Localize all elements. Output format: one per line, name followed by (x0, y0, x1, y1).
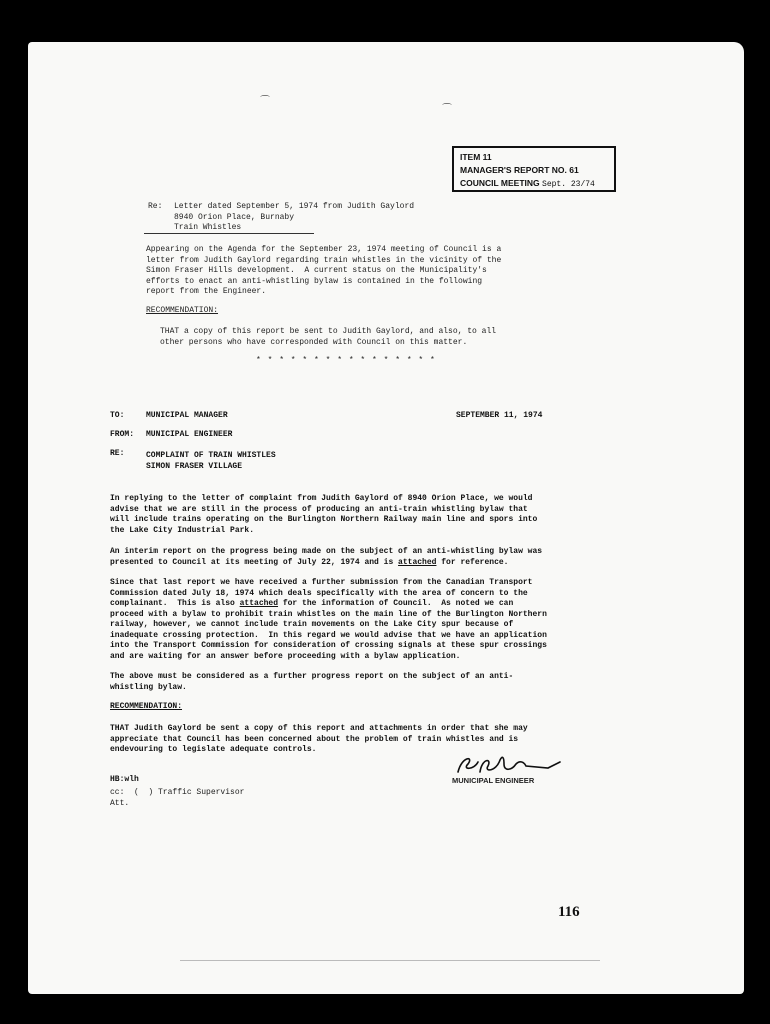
item-number: ITEM 11 (460, 152, 492, 162)
text-line: into the Transport Commission for consideration of crossing signals at these spur crossings (110, 641, 547, 650)
to-value: MUNICIPAL MANAGER (146, 411, 228, 420)
council-meeting-label: COUNCIL MEETING (460, 178, 540, 188)
scan-mark: ⌒ (442, 104, 452, 115)
text-line (110, 558, 508, 569)
text-line: railway, however, we cannot include train movements on the Lake City spur because of (110, 620, 514, 629)
managers-report-number: MANAGER'S REPORT NO. 61 (460, 165, 579, 175)
re-label: Re: (148, 202, 163, 211)
star-divider: * * * * * * * * * * * * * * * * (256, 356, 436, 365)
text-segment: for the information of Council. As noted we can (278, 599, 514, 608)
from-value: MUNICIPAL ENGINEER (146, 430, 233, 439)
text-line: and are waiting for an answer before proceeding with a bylaw application. (110, 651, 461, 661)
re-underline (144, 233, 314, 234)
attachment-label: Att. (110, 798, 130, 808)
document-page (28, 42, 744, 994)
text-line: advise that we are still in the process of producing an anti-train whistling bylaw that (110, 504, 528, 514)
text-line: proceed with a bylaw to prohibit train whistles on the main line of the Burlington Northern (110, 609, 547, 619)
text-line: In replying to the letter of complaint from Judith Gaylord of 8940 Orion Place, we would (110, 494, 533, 503)
text-line: inadequate crossing protection. In this regard we would advise that we have an application (110, 630, 547, 640)
recommendation-line: other persons who have corresponded with Council on this matter. (160, 337, 468, 347)
page-number: 116 (558, 904, 580, 920)
text-segment: presented to Council at its meeting of July 22, 1974 and is (110, 557, 399, 567)
recommendation-heading: RECOMMENDATION: (146, 306, 219, 315)
text-line (110, 599, 513, 610)
from-label: FROM: (110, 430, 135, 439)
re-line: Train Whistles (174, 223, 242, 232)
memo-re-line: SIMON FRASER VILLAGE (146, 461, 243, 471)
text-line: will include trains operating on the Burlington Northern Railway main line and spors into (110, 515, 538, 524)
text-line: appreciate that Council has been concerned about the problem of train whistles and is (110, 734, 519, 744)
scan-line (180, 960, 600, 961)
text-line: efforts to enact an anti-whistling bylaw is contained in the following (146, 276, 483, 286)
text-line: Appearing on the Agenda for the September 23, 1974 meeting of Council is a (146, 245, 502, 254)
attached-reference: attached (239, 599, 279, 608)
item-box (452, 146, 616, 192)
scan-mark: ⌒ (260, 96, 270, 107)
text-line: Simon Fraser Hills development. A current status on the Municipality's (146, 266, 487, 275)
text-line: An interim report on the progress being made on the subject of an anti-whistling bylaw was (110, 547, 543, 556)
memo-date: SEPTEMBER 11, 1974 (456, 411, 543, 420)
text-line: Commission dated July 18, 1974 which deals specifically with the area of concern to the (110, 588, 528, 598)
text-line: The above must be considered as a further progress report on the subject of an anti- (110, 672, 514, 681)
text-line: the Lake City Industrial Park. (110, 525, 255, 535)
council-meeting-date: Sept. 23/74 (542, 180, 595, 189)
text-segment: complainant. This is also (110, 599, 240, 608)
typist-initials: HB:wlh (110, 775, 139, 784)
memo-re-label: RE: (110, 449, 125, 458)
text-line: endevouring to legislate adequate controls. (110, 745, 317, 754)
text-segment: for reference. (436, 557, 509, 567)
re-line: Letter dated September 5, 1974 from Judith Gaylord (174, 202, 415, 211)
re-line: 8940 Orion Place, Burnaby (174, 212, 295, 222)
memo-re-line: COMPLAINT OF TRAIN WHISTLES (146, 451, 276, 460)
text-line: Since that last report we have received a further submission from the Canadian Transport (110, 578, 533, 587)
memo-recommendation-heading: RECOMMENDATION: (110, 702, 183, 711)
text-line: THAT Judith Gaylord be sent a copy of this report and attachments in order that she may (110, 724, 528, 733)
text-line: report from the Engineer. (146, 287, 267, 296)
text-line: letter from Judith Gaylord regarding train whistles in the vicinity of the (146, 255, 502, 265)
to-label: TO: (110, 411, 125, 420)
signature-title: MUNICIPAL ENGINEER (452, 776, 535, 785)
text-line: whistling bylaw. (110, 682, 187, 692)
cc-line: cc: ( ) Traffic Supervisor (110, 788, 245, 797)
attached-reference: attached (398, 557, 437, 567)
recommendation-line: THAT a copy of this report be sent to Judith Gaylord, and also, to all (160, 327, 497, 336)
